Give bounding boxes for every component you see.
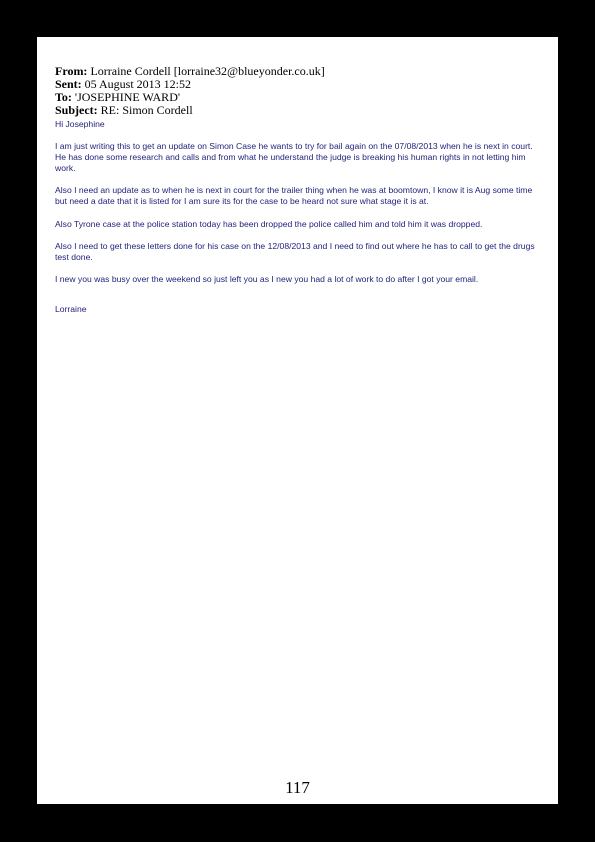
email-paragraph: Also I need an update as to when he is next in court for the trailer thing when he was at boomtown, I know it is Aug some time but need a date that it is listed for I am sure its for the case to be heard not sure what stage it is at. [55,185,533,207]
from-value: Lorraine Cordell [lorraine32@blueyonder.co.uk] [90,64,325,78]
email-header [55,65,545,117]
email-header-subject [55,104,545,117]
subject-value: RE: Simon Cordell [100,103,193,117]
email-paragraph: Also Tyrone case at the police station today has been dropped the police called him and told him it was dropped. [55,218,483,229]
email-paragraph: I new you was busy over the weekend so just left you as I new you had a lot of work to do after I got your email. [55,273,479,284]
document-page [37,37,558,804]
subject-label: Subject: [55,103,98,117]
sent-label: Sent: [55,77,82,91]
email-signature: Lorraine [55,303,87,314]
email-body [55,119,541,315]
email-paragraph: Also I need to get these letters done for his case on the 12/08/2013 and I need to find out where he has to call to get the drugs test done. [55,240,535,262]
to-value: 'JOSEPHINE WARD' [74,90,181,104]
email-paragraph: I am just writing this to get an update on Simon Case he wants to try for bail again on the 07/08/2013 when he is next in court. He has done some research and calls and from what he understand the judge is breaking his human rights in not letting him work. [55,141,533,174]
sent-value: 05 August 2013 12:52 [84,77,192,91]
email-greeting: Hi Josephine [55,119,105,129]
to-label: To: [55,90,72,104]
from-label: From: [55,64,88,78]
page-number: 117 [285,778,310,797]
